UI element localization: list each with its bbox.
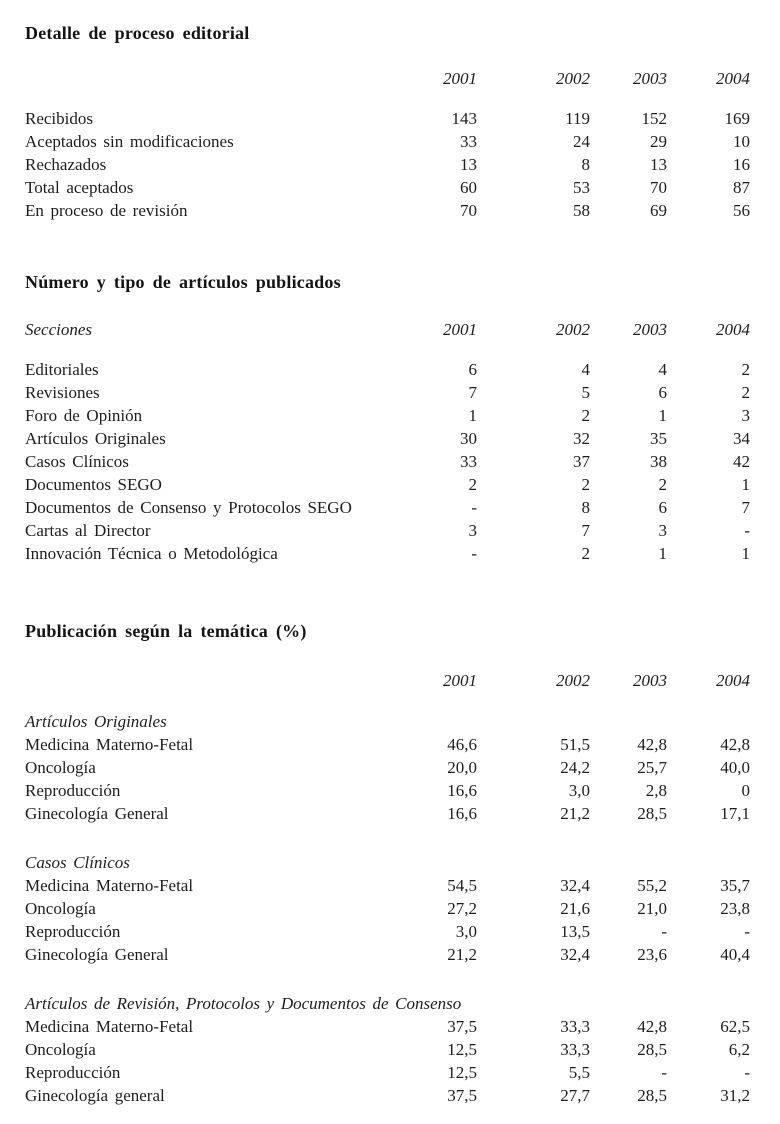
row-label: Medicina Materno-Fetal (25, 735, 194, 754)
table-row (25, 779, 750, 802)
row-label: Revisiones (25, 383, 100, 402)
year-column-header: 2001 (443, 69, 477, 88)
cell-value: 16,6 (447, 804, 477, 823)
row-label: Ginecología general (25, 1086, 165, 1105)
cell-value: 0 (741, 781, 750, 800)
row-label: Documentos SEGO (25, 475, 162, 494)
year-column-header: 2004 (716, 320, 750, 339)
section-publication-by-topic (25, 619, 750, 1107)
cell-value: 28,5 (637, 1086, 667, 1105)
cell-value: 5,5 (568, 1063, 590, 1082)
cell-value: 8 (581, 498, 590, 517)
cell-value: 3,0 (568, 781, 590, 800)
row-label: Aceptados sin modificaciones (25, 132, 234, 151)
cell-value: 1 (658, 544, 667, 563)
year-column-header: 2003 (633, 671, 667, 690)
group-subtitle: Artículos Originales (25, 712, 167, 731)
cell-value: 7 (741, 498, 750, 517)
cell-value: 33 (460, 132, 477, 151)
row-label: Medicina Materno-Fetal (25, 1017, 194, 1036)
table-row (25, 1015, 750, 1038)
table-body (25, 358, 750, 565)
section-editorial-process (25, 21, 750, 222)
cell-value: 29 (650, 132, 667, 151)
table-row (25, 733, 750, 756)
cell-value: 2 (468, 475, 477, 494)
cell-value: 7 (468, 383, 477, 402)
cell-value: 23,6 (637, 945, 667, 964)
year-column-header: 2004 (716, 69, 750, 88)
cell-value: 42,8 (637, 735, 667, 754)
row-label: Editoriales (25, 360, 99, 379)
cell-value: 27,7 (560, 1086, 590, 1105)
cell-value: 23,8 (720, 899, 750, 918)
table-row (25, 450, 750, 473)
table-row (25, 473, 750, 496)
cell-value: 10 (733, 132, 750, 151)
section-published-articles (25, 270, 750, 565)
cell-value: 51,5 (560, 735, 590, 754)
row-label: Reproducción (25, 922, 121, 941)
cell-value: 3 (658, 521, 667, 540)
group-subtitle: Artículos de Revisión, Protocolos y Documentos de Consenso (25, 994, 462, 1013)
section-title-editorial-process: Detalle de proceso editorial (25, 23, 250, 43)
cell-value: 28,5 (637, 804, 667, 823)
cell-value: 6 (658, 383, 667, 402)
table-body (25, 733, 750, 825)
table-row (25, 1084, 750, 1107)
cell-value: 13 (460, 155, 477, 174)
cell-value: 2 (741, 383, 750, 402)
cell-value: 58 (573, 201, 590, 220)
year-column-header: 2002 (556, 671, 590, 690)
table-header-row (25, 318, 750, 341)
cell-value: 54,5 (447, 876, 477, 895)
row-label: Oncología (25, 1040, 96, 1059)
cell-value: 37,5 (447, 1017, 477, 1036)
cell-value: 7 (581, 521, 590, 540)
cell-value: 33 (460, 452, 477, 471)
cell-value: 37,5 (447, 1086, 477, 1105)
row-label: Ginecología General (25, 804, 169, 823)
cell-value: 20,0 (447, 758, 477, 777)
cell-value: 28,5 (637, 1040, 667, 1059)
row-label: Artículos Originales (25, 429, 166, 448)
cell-value: 24,2 (560, 758, 590, 777)
row-label: Total aceptados (25, 178, 134, 197)
cell-value: 2 (581, 544, 590, 563)
cell-value: 119 (565, 109, 590, 128)
cell-value: 3 (741, 406, 750, 425)
cell-value: - (744, 521, 750, 540)
table-row (25, 130, 750, 153)
year-column-header: 2002 (556, 320, 590, 339)
cell-value: 87 (733, 178, 750, 197)
cell-value: 6 (468, 360, 477, 379)
table-row (25, 153, 750, 176)
row-label: En proceso de revisión (25, 201, 188, 220)
row-label: Documentos de Consenso y Protocolos SEGO (25, 498, 352, 517)
cell-value: 24 (573, 132, 590, 151)
cell-value: 6,2 (728, 1040, 750, 1059)
cell-value: 169 (724, 109, 750, 128)
cell-value: 70 (460, 201, 477, 220)
cell-value: 38 (650, 452, 667, 471)
table-row (25, 381, 750, 404)
year-column-header: 2001 (443, 320, 477, 339)
row-label: Reproducción (25, 781, 121, 800)
cell-value: 12,5 (447, 1063, 477, 1082)
row-label: Oncología (25, 758, 96, 777)
cell-value: 25,7 (637, 758, 667, 777)
table-row (25, 920, 750, 943)
cell-value: 5 (581, 383, 590, 402)
cell-value: - (471, 544, 477, 563)
topic-group-casos-clinicos (25, 851, 750, 966)
cell-value: 40,4 (720, 945, 750, 964)
cell-value: 8 (581, 155, 590, 174)
table-row (25, 199, 750, 222)
cell-value: 32,4 (560, 945, 590, 964)
table-row (25, 176, 750, 199)
year-column-header: 2003 (633, 320, 667, 339)
row-label: Oncología (25, 899, 96, 918)
row-label: Casos Clínicos (25, 452, 129, 471)
table-row (25, 897, 750, 920)
cell-value: 21,0 (637, 899, 667, 918)
cell-value: - (744, 1063, 750, 1082)
cell-value: 27,2 (447, 899, 477, 918)
year-column-header: 2003 (633, 69, 667, 88)
cell-value: 12,5 (447, 1040, 477, 1059)
cell-value: 152 (641, 109, 667, 128)
cell-value: 32,4 (560, 876, 590, 895)
cell-value: 3 (468, 521, 477, 540)
cell-value: - (471, 498, 477, 517)
cell-value: 33,3 (560, 1040, 590, 1059)
cell-value: 3,0 (455, 922, 477, 941)
cell-value: 6 (658, 498, 667, 517)
table-row (25, 756, 750, 779)
cell-value: 2,8 (645, 781, 667, 800)
cell-value: - (661, 1063, 667, 1082)
table-row (25, 404, 750, 427)
cell-value: 2 (741, 360, 750, 379)
table-row (25, 496, 750, 519)
cell-value: 53 (573, 178, 590, 197)
cell-value: 37 (573, 452, 590, 471)
section-title-publication-by-topic: Publicación según la temática (%) (25, 621, 307, 641)
cell-value: 2 (581, 475, 590, 494)
cell-value: 30 (460, 429, 477, 448)
cell-value: - (744, 922, 750, 941)
cell-value: 69 (650, 201, 667, 220)
cell-value: 62,5 (720, 1017, 750, 1036)
cell-value: 1 (658, 406, 667, 425)
header-label-secciones: Secciones (25, 320, 93, 339)
cell-value: 42 (733, 452, 750, 471)
cell-value: 2 (658, 475, 667, 494)
cell-value: 32 (573, 429, 590, 448)
cell-value: 35 (650, 429, 667, 448)
table-row (25, 1061, 750, 1084)
cell-value: 21,2 (560, 804, 590, 823)
cell-value: 1 (741, 475, 750, 494)
year-column-header: 2001 (443, 671, 477, 690)
year-column-header: 2004 (716, 671, 750, 690)
table-row (25, 1038, 750, 1061)
row-label: Ginecología General (25, 945, 169, 964)
table-row (25, 358, 750, 381)
table-body (25, 107, 750, 222)
cell-value: 42,8 (720, 735, 750, 754)
cell-value: 33,3 (560, 1017, 590, 1036)
table-row (25, 802, 750, 825)
cell-value: 42,8 (637, 1017, 667, 1036)
row-label: Innovación Técnica o Metodológica (25, 544, 278, 563)
row-label: Cartas al Director (25, 521, 151, 540)
table-header-row (25, 669, 750, 692)
year-column-header: 2002 (556, 69, 590, 88)
cell-value: 1 (741, 544, 750, 563)
cell-value: 16 (733, 155, 750, 174)
group-subtitle: Casos Clínicos (25, 853, 130, 872)
table-header-row (25, 67, 750, 90)
cell-value: 17,1 (720, 804, 750, 823)
cell-value: 55,2 (637, 876, 667, 895)
cell-value: 60 (460, 178, 477, 197)
row-label: Recibidos (25, 109, 93, 128)
cell-value: 1 (468, 406, 477, 425)
cell-value: 13 (650, 155, 667, 174)
table-row (25, 427, 750, 450)
cell-value: 4 (581, 360, 590, 379)
cell-value: 21,6 (560, 899, 590, 918)
cell-value: 35,7 (720, 876, 750, 895)
cell-value: 40,0 (720, 758, 750, 777)
table-body (25, 874, 750, 966)
topic-group-revision-protocolos-consenso (25, 992, 750, 1107)
table-row (25, 519, 750, 542)
cell-value: 34 (733, 429, 750, 448)
cell-value: 16,6 (447, 781, 477, 800)
cell-value: 31,2 (720, 1086, 750, 1105)
cell-value: - (661, 922, 667, 941)
section-title-published-articles: Número y tipo de artículos publicados (25, 272, 341, 292)
cell-value: 4 (658, 360, 667, 379)
cell-value: 143 (451, 109, 477, 128)
cell-value: 70 (650, 178, 667, 197)
table-row (25, 107, 750, 130)
cell-value: 56 (733, 201, 750, 220)
row-label: Medicina Materno-Fetal (25, 876, 194, 895)
topic-group-articulos-originales (25, 710, 750, 825)
row-label: Reproducción (25, 1063, 121, 1082)
table-row (25, 874, 750, 897)
table-body (25, 1015, 750, 1107)
row-label: Rechazados (25, 155, 107, 174)
row-label: Foro de Opinión (25, 406, 143, 425)
cell-value: 2 (581, 406, 590, 425)
table-row (25, 943, 750, 966)
cell-value: 46,6 (447, 735, 477, 754)
cell-value: 21,2 (447, 945, 477, 964)
table-row (25, 542, 750, 565)
cell-value: 13,5 (560, 922, 590, 941)
